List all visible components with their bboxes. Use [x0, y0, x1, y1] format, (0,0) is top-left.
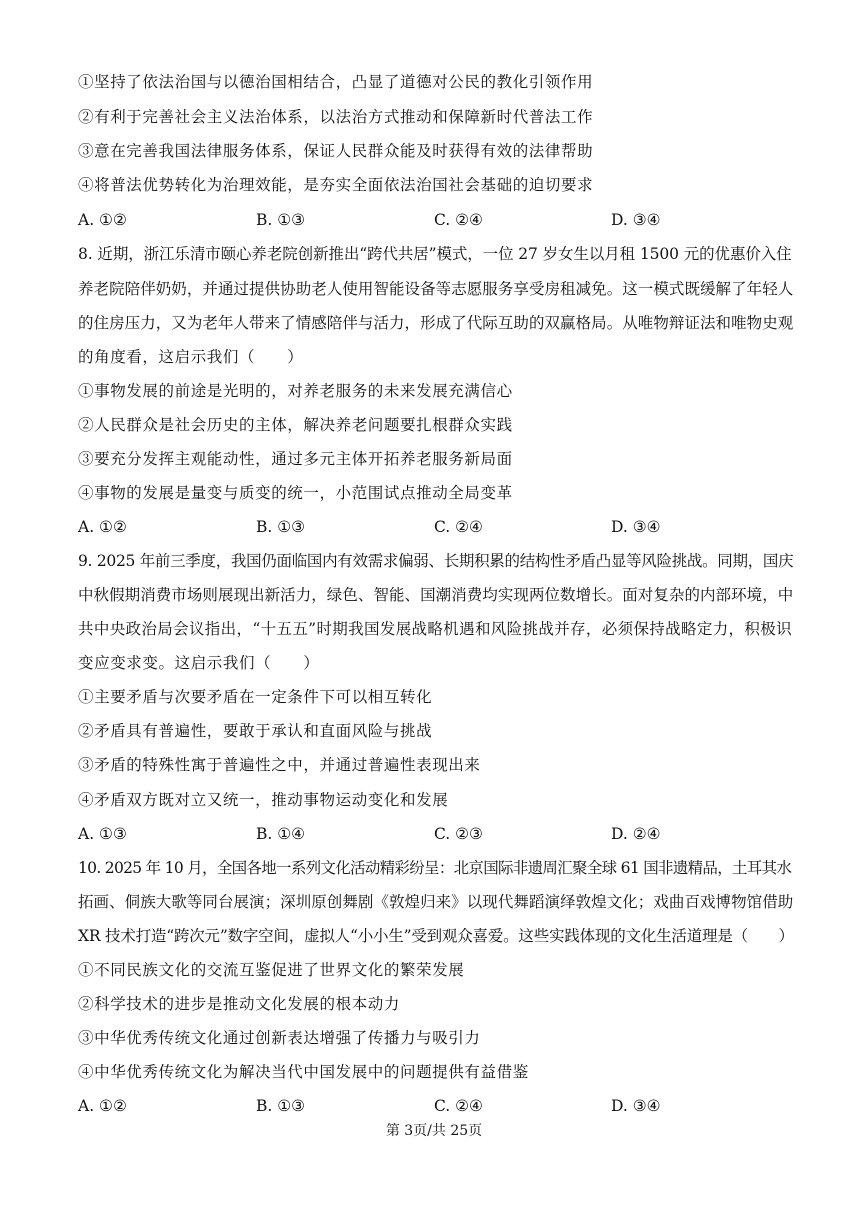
q9-option-b: B. ①④	[256, 825, 306, 843]
page-number: 第 3页/共 25页	[385, 1123, 483, 1139]
q7-statement-2: ②有利于完善社会主义法治体系，以法治方式推动和保障新时代普法工作	[78, 108, 594, 126]
q10-option-b: B. ①③	[256, 1097, 306, 1115]
q10-statement-3: ③中华优秀传统文化通过创新表达增强了传播力与吸引力	[78, 1029, 481, 1047]
q9-statement-4: ④矛盾双方既对立又统一，推动事物运动变化和发展	[78, 791, 449, 809]
q7-option-c: C. ②④	[434, 211, 483, 229]
q9-stem-line-4: 变应变求变。这启示我们（ ）	[78, 654, 320, 672]
q8-option-d: D. ③④	[611, 518, 661, 536]
q8-statement-3: ③要充分发挥主观能动性，通过多元主体开拓养老服务新局面	[78, 450, 513, 468]
q10-statement-4: ④中华优秀传统文化为解决当代中国发展中的问题提供有益借鉴	[78, 1063, 529, 1081]
q9-option-c: C. ②③	[434, 825, 483, 843]
q10-stem-line-1: 10. 2025 年 10 月，全国各地一系列文化活动精彩纷呈：北京国际非遗周汇聚全球 61 国非遗精品，土耳其水	[78, 859, 792, 877]
q8-statement-2: ②人民群众是社会历史的主体，解决养老问题要扎根群众实践	[78, 416, 513, 434]
q7-statement-1: ①坚持了依法治国与以德治国相结合，凸显了道德对公民的教化引领作用	[78, 73, 594, 91]
q8-stem-line-3: 的住房压力，又为老年人带来了情感陪伴与活力，形成了代际互助的双赢格局。从唯物辩证法和唯物史观	[78, 314, 794, 332]
q9-statement-3: ③矛盾的特殊性寓于普遍性之中，并通过普遍性表现出来	[78, 756, 481, 774]
q8-option-a: A. ①②	[78, 518, 127, 536]
q9-stem-line-2: 中秋假期消费市场则展现出新活力，绿色、智能、国潮消费均实现两位数增长。面对复杂的内部环境，中	[78, 586, 794, 604]
q8-option-b: B. ①③	[256, 518, 306, 536]
q10-options	[78, 1096, 794, 1116]
q8-option-c: C. ②④	[434, 518, 483, 536]
q9-stem-line-1: 9. 2025 年前三季度，我国仍面临国内有效需求偏弱、长期积累的结构性矛盾凸显等风险挑战。同期，国庆	[78, 552, 794, 570]
q10-option-c: C. ②④	[434, 1097, 483, 1115]
q7-options	[78, 210, 794, 230]
q9-option-a: A. ①③	[78, 825, 127, 843]
q7-option-b: B. ①③	[256, 211, 306, 229]
q9-statement-2: ②矛盾具有普遍性，要敢于承认和直面风险与挑战	[78, 722, 433, 740]
q10-statement-2: ②科学技术的进步是推动文化发展的根本动力	[78, 995, 401, 1013]
q7-option-a: A. ①②	[78, 211, 127, 229]
q10-option-a: A. ①②	[78, 1097, 127, 1115]
q8-stem-line-1: 8. 近期，浙江乐清市颐心养老院创新推出“跨代共居”模式，一位 27 岁女生以月租 1500 元的优惠价入住	[78, 245, 792, 263]
q7-statement-4: ④将普法优势转化为治理效能，是夯实全面依法治国社会基础的迫切要求	[78, 176, 594, 194]
q8-stem-line-4: 的角度看，这启示我们（ ）	[78, 348, 304, 366]
q7-option-d: D. ③④	[611, 211, 661, 229]
q9-option-d: D. ②④	[611, 825, 661, 843]
q9-statement-1: ①主要矛盾与次要矛盾在一定条件下可以相互转化	[78, 688, 433, 706]
q8-options	[78, 517, 794, 537]
q7-statement-3: ③意在完善我国法律服务体系，保证人民群众能及时获得有效的法律帮助	[78, 142, 594, 160]
q9-stem-line-3: 共中央政治局会议指出，“十五五”时期我国发展战略机遇和风险挑战并存，必须保持战略定力，积极识	[78, 620, 792, 638]
q10-stem-line-2: 拓画、侗族大歌等同台展演；深圳原创舞剧《敦煌归来》以现代舞蹈演绎敦煌文化；戏曲百戏博物馆借助	[78, 893, 794, 911]
q9-options	[78, 824, 794, 844]
q10-statement-1: ①不同民族文化的交流互鉴促进了世界文化的繁荣发展	[78, 961, 465, 979]
q8-stem-line-2: 养老院陪伴奶奶，并通过提供协助老人使用智能设备等志愿服务享受房租减免。这一模式既缓解了年轻人	[78, 280, 794, 298]
q10-option-d: D. ③④	[611, 1097, 661, 1115]
q8-statement-1: ①事物发展的前途是光明的，对养老服务的未来发展充满信心	[78, 382, 513, 400]
q10-stem-line-3: XR 技术打造“跨次元”数字空间，虚拟人“小小生”受到观众喜爱。这些实践体现的文化生活道理是（ ）	[78, 927, 794, 945]
q8-statement-4: ④事物的发展是量变与质变的统一，小范围试点推动全局变革	[78, 484, 513, 502]
